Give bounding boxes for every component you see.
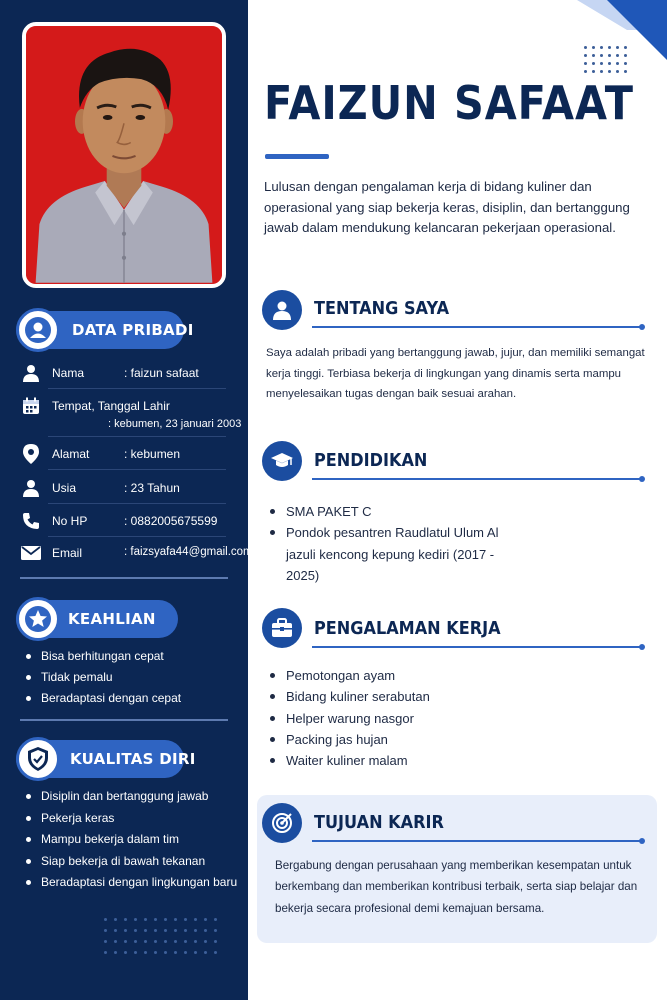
decorative-dot xyxy=(144,951,147,954)
row-divider xyxy=(48,388,226,389)
decorative-dot xyxy=(114,951,117,954)
list-item: Helper warung nasgor xyxy=(270,708,430,729)
decorative-dot xyxy=(134,929,137,932)
profile-photo xyxy=(22,22,226,288)
list-item: Beradaptasi dengan cepat xyxy=(24,688,181,709)
decorative-dot xyxy=(174,918,177,921)
education-list xyxy=(270,501,530,586)
info-label: No HP xyxy=(52,514,88,528)
list-item: Pemotongan ayam xyxy=(270,665,430,686)
info-value: : kebumen xyxy=(124,447,181,461)
qualities-title: KUALITAS DIRI xyxy=(70,750,196,768)
decorative-dot xyxy=(600,70,603,73)
decorative-dot xyxy=(624,46,627,49)
decorative-dot xyxy=(164,951,167,954)
decorative-dot xyxy=(592,62,595,65)
skills-title: KEAHLIAN xyxy=(68,610,156,628)
row-divider xyxy=(48,503,226,504)
row-divider xyxy=(48,469,226,470)
qualities-list xyxy=(24,786,237,894)
decorative-dot xyxy=(204,929,207,932)
decorative-dot xyxy=(194,940,197,943)
info-label: Tempat, Tanggal Lahir xyxy=(52,399,170,413)
decorative-dot xyxy=(114,929,117,932)
section-divider xyxy=(20,577,228,579)
goal-text: Bergabung dengan perusahaan yang memberikan kesempatan untuk berkembang dan memberikan kontribusi terbaik, serta siap belajar dan bekerja secara profesional demi kemajuan bersama. xyxy=(275,859,638,915)
decorative-dot xyxy=(104,951,107,954)
experience-list xyxy=(270,665,430,771)
decorative-dot xyxy=(608,70,611,73)
decorative-dot xyxy=(154,951,157,954)
personal-data-header xyxy=(16,311,194,349)
decorative-dot xyxy=(624,70,627,73)
decorative-dot xyxy=(174,951,177,954)
decorative-dot xyxy=(584,54,587,57)
shield-check-icon xyxy=(16,737,60,781)
decorative-dot xyxy=(124,951,127,954)
row-divider xyxy=(48,536,226,537)
info-label: Email xyxy=(52,546,83,560)
decorative-dot xyxy=(600,46,603,49)
section-rule xyxy=(312,646,642,648)
calendar-icon xyxy=(20,395,42,417)
list-item: Disiplin dan bertanggung jawab xyxy=(24,786,237,808)
section-rule xyxy=(312,478,642,480)
decorative-dot xyxy=(124,918,127,921)
decorative-dot xyxy=(592,46,595,49)
decorative-dot xyxy=(164,918,167,921)
decorative-dot xyxy=(154,918,157,921)
decorative-dot xyxy=(104,918,107,921)
briefcase-icon xyxy=(262,608,302,648)
experience-title: PENGALAMAN KERJA xyxy=(314,619,501,639)
decorative-dot xyxy=(204,940,207,943)
skills-header xyxy=(16,600,178,638)
decorative-dot xyxy=(608,46,611,49)
decorative-dot xyxy=(194,918,197,921)
decorative-dot xyxy=(164,940,167,943)
decorative-dot xyxy=(144,929,147,932)
list-item: Bidang kuliner serabutan xyxy=(270,686,430,707)
decorative-dot xyxy=(184,951,187,954)
decorative-dot xyxy=(616,70,619,73)
personal-data-title: DATA PRIBADI xyxy=(72,321,194,339)
envelope-icon xyxy=(20,542,42,564)
list-item: Tidak pemalu xyxy=(24,667,181,688)
decorative-dot xyxy=(194,951,197,954)
decorative-dot xyxy=(104,929,107,932)
row-divider xyxy=(48,436,226,437)
decorative-dot xyxy=(204,918,207,921)
decorative-dot xyxy=(616,46,619,49)
info-value: : faizsyafa44@gmail.com xyxy=(124,546,253,558)
list-item: SMA PAKET C xyxy=(270,501,530,522)
qualities-header xyxy=(16,740,196,778)
decorative-dot xyxy=(616,54,619,57)
decorative-dot xyxy=(184,929,187,932)
decorative-dot xyxy=(184,940,187,943)
about-icon xyxy=(262,290,302,330)
decorative-dot xyxy=(592,70,595,73)
phone-icon xyxy=(20,510,42,532)
list-item: Waiter kuliner malam xyxy=(270,750,430,771)
decorative-dot xyxy=(608,62,611,65)
location-pin-icon xyxy=(20,443,42,465)
decorative-dot xyxy=(204,951,207,954)
info-label: Usia xyxy=(52,481,77,495)
decorative-dot xyxy=(144,918,147,921)
decorative-dot xyxy=(214,918,217,921)
user-badge-icon xyxy=(16,308,60,352)
decorative-dot xyxy=(600,62,603,65)
graduation-cap-icon xyxy=(262,441,302,481)
decorative-dot xyxy=(124,929,127,932)
decorative-dot xyxy=(616,62,619,65)
info-value: : 23 Tahun xyxy=(124,481,180,495)
decorative-dot xyxy=(584,62,587,65)
decorative-dot xyxy=(184,918,187,921)
list-item: Mampu bekerja dalam tim xyxy=(24,829,237,851)
name-underline xyxy=(265,154,329,159)
skills-list xyxy=(24,646,181,709)
list-item: Bisa berhitungan cepat xyxy=(24,646,181,667)
education-title: PENDIDIKAN xyxy=(314,451,428,471)
target-icon xyxy=(262,803,302,843)
star-badge-icon xyxy=(16,597,60,641)
decorative-dot xyxy=(154,940,157,943)
portrait-illustration xyxy=(26,26,222,284)
decorative-dot xyxy=(584,46,587,49)
list-item: Beradaptasi dengan lingkungan baru xyxy=(24,872,237,894)
decorative-dots xyxy=(104,918,217,954)
decorative-dot xyxy=(114,918,117,921)
decorative-dot xyxy=(134,951,137,954)
info-value: : faizun safaat xyxy=(124,366,199,380)
list-item: Packing jas hujan xyxy=(270,729,430,750)
decorative-dot xyxy=(154,929,157,932)
info-row-birth xyxy=(20,395,242,435)
person-icon xyxy=(20,477,42,499)
decorative-dot xyxy=(194,929,197,932)
decorative-dot xyxy=(134,918,137,921)
decorative-dot xyxy=(600,54,603,57)
decorative-dot xyxy=(124,940,127,943)
goal-title: TUJUAN KARIR xyxy=(314,813,444,833)
list-item: Pondok pesantren Raudlatul Ulum Al jazuli kencong kepung kediri (2017 - 2025) xyxy=(270,522,530,586)
decorative-dot xyxy=(174,929,177,932)
section-rule xyxy=(312,840,642,842)
decorative-dot xyxy=(134,940,137,943)
info-label: Alamat xyxy=(52,447,90,461)
decorative-dot xyxy=(624,62,627,65)
decorative-dot xyxy=(214,940,217,943)
decorative-dot xyxy=(624,54,627,57)
about-title: TENTANG SAYA xyxy=(314,299,450,319)
about-text: Saya adalah pribadi yang bertanggung jawab, jujur, dan memiliki semangat kerja tinggi. Terbiasa bekerja di lingkungan yang dinamis serta mampu menyelesaikan tugas dengan baik sesuai arahan. xyxy=(266,347,645,400)
info-value: : kebumen, 23 januari 2003 xyxy=(108,418,242,430)
decorative-dot xyxy=(114,940,117,943)
decorative-dot xyxy=(592,54,595,57)
info-label: Nama xyxy=(52,366,85,380)
decorative-dot xyxy=(214,951,217,954)
decorative-dot xyxy=(144,940,147,943)
decorative-dot xyxy=(164,929,167,932)
intro-text: Lulusan dengan pengalaman kerja di bidang kuliner dan operasional yang siap bekerja keras, disiplin, dan bertanggung jawab dalam mendukung kelancaran pekerjaan operasional. xyxy=(264,179,630,235)
decorative-dot xyxy=(104,940,107,943)
list-item: Pekerja keras xyxy=(24,808,237,830)
section-divider xyxy=(20,719,228,721)
decorative-dot xyxy=(584,70,587,73)
list-item: Siap bekerja di bawah tekanan xyxy=(24,851,237,873)
sidebar xyxy=(0,0,253,1000)
section-rule xyxy=(312,326,642,328)
decorative-dots xyxy=(584,46,627,73)
person-icon xyxy=(20,362,42,384)
decorative-dot xyxy=(174,940,177,943)
candidate-name: FAIZUN SAFAAT xyxy=(264,76,634,130)
decorative-dot xyxy=(608,54,611,57)
decorative-dot xyxy=(214,929,217,932)
info-value: : 0882005675599 xyxy=(124,514,218,528)
